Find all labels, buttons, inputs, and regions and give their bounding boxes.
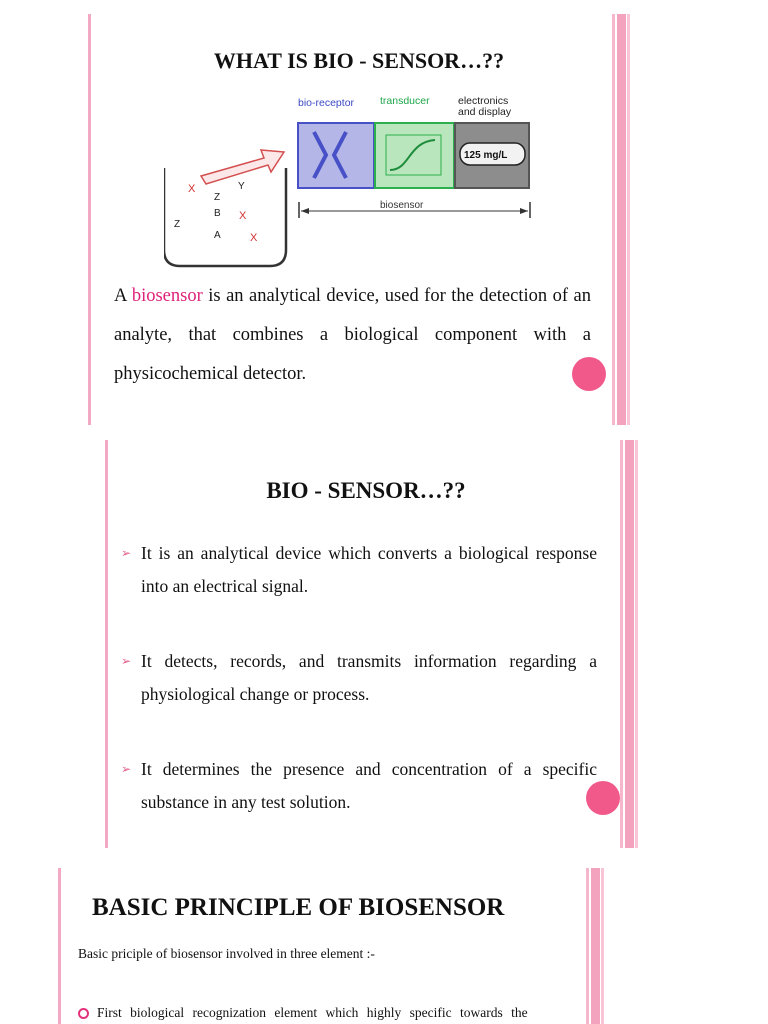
- beaker-letter: X: [239, 210, 247, 222]
- beaker-letter: A: [214, 230, 221, 241]
- transducer-box: [375, 123, 454, 188]
- beaker: [164, 168, 286, 266]
- beaker-letter: X: [188, 183, 196, 195]
- list-item: [78, 1005, 568, 1021]
- pink-dot: [586, 781, 620, 815]
- left-border-line: [58, 868, 61, 1024]
- slide-title: BIO - SENSOR…??: [266, 478, 466, 503]
- slide-title: WHAT IS BIO - SENSOR…??: [213, 48, 505, 73]
- span-arrowhead-left: [301, 208, 309, 214]
- span-arrowhead-right: [520, 208, 528, 214]
- para-pre: A: [114, 286, 132, 306]
- label-transducer: transducer: [380, 95, 430, 107]
- slide-1: [86, 14, 632, 425]
- slide-2: [102, 440, 642, 848]
- slide-title: BASIC PRINCIPLE OF BIOSENSOR: [92, 894, 505, 921]
- beaker-letter: B: [214, 208, 221, 219]
- bullet-list: [119, 537, 597, 848]
- bullet-text: It determines the presence and concentration of a specific substance in any test solution.: [141, 759, 597, 812]
- beaker-letter: X: [250, 232, 258, 244]
- beaker-letter: Z: [214, 192, 221, 203]
- slide-3: [56, 868, 606, 1024]
- beaker-letter: Z: [174, 219, 181, 230]
- right-stripe: [586, 868, 604, 1024]
- beaker-letter: Y: [238, 181, 245, 192]
- biosensor-highlight: biosensor: [131, 286, 203, 306]
- label-electronics-1: electronics: [458, 95, 509, 107]
- ring-bullet-icon: [78, 1008, 89, 1019]
- bullet-text: First biological recognization element which highly specific towards the: [97, 1005, 528, 1020]
- para-post: is an analytical device, used for the detection of an analyte, that combines a biological component with a physicochemical detector.: [114, 286, 591, 384]
- intro-text: Basic priciple of biosensor involved in three element :-: [78, 946, 375, 961]
- list-item: [119, 537, 597, 603]
- list-item: [119, 753, 597, 819]
- flow-arrow: [201, 150, 284, 184]
- definition-paragraph: [114, 277, 591, 394]
- span-label: biosensor: [380, 200, 424, 211]
- display-value: 125 mg/L: [464, 150, 508, 161]
- arrow-bullet-icon: ➢: [121, 654, 132, 668]
- bullet-text: It detects, records, and transmits information regarding a physiological change or process.: [141, 651, 597, 704]
- bullet-text: It is an analytical device which converts a biological response into an electrical signal.: [141, 543, 597, 596]
- arrow-bullet-icon: ➢: [121, 762, 132, 776]
- right-stripe: [612, 14, 630, 425]
- arrow-bullet-icon: ➢: [121, 546, 132, 560]
- pink-dot: [572, 357, 606, 391]
- label-electronics-2: and display: [458, 106, 512, 118]
- label-bioreceptor: bio-receptor: [298, 97, 355, 109]
- biosensor-diagram: [164, 90, 544, 270]
- list-item: [119, 645, 597, 711]
- left-border-line: [88, 14, 91, 425]
